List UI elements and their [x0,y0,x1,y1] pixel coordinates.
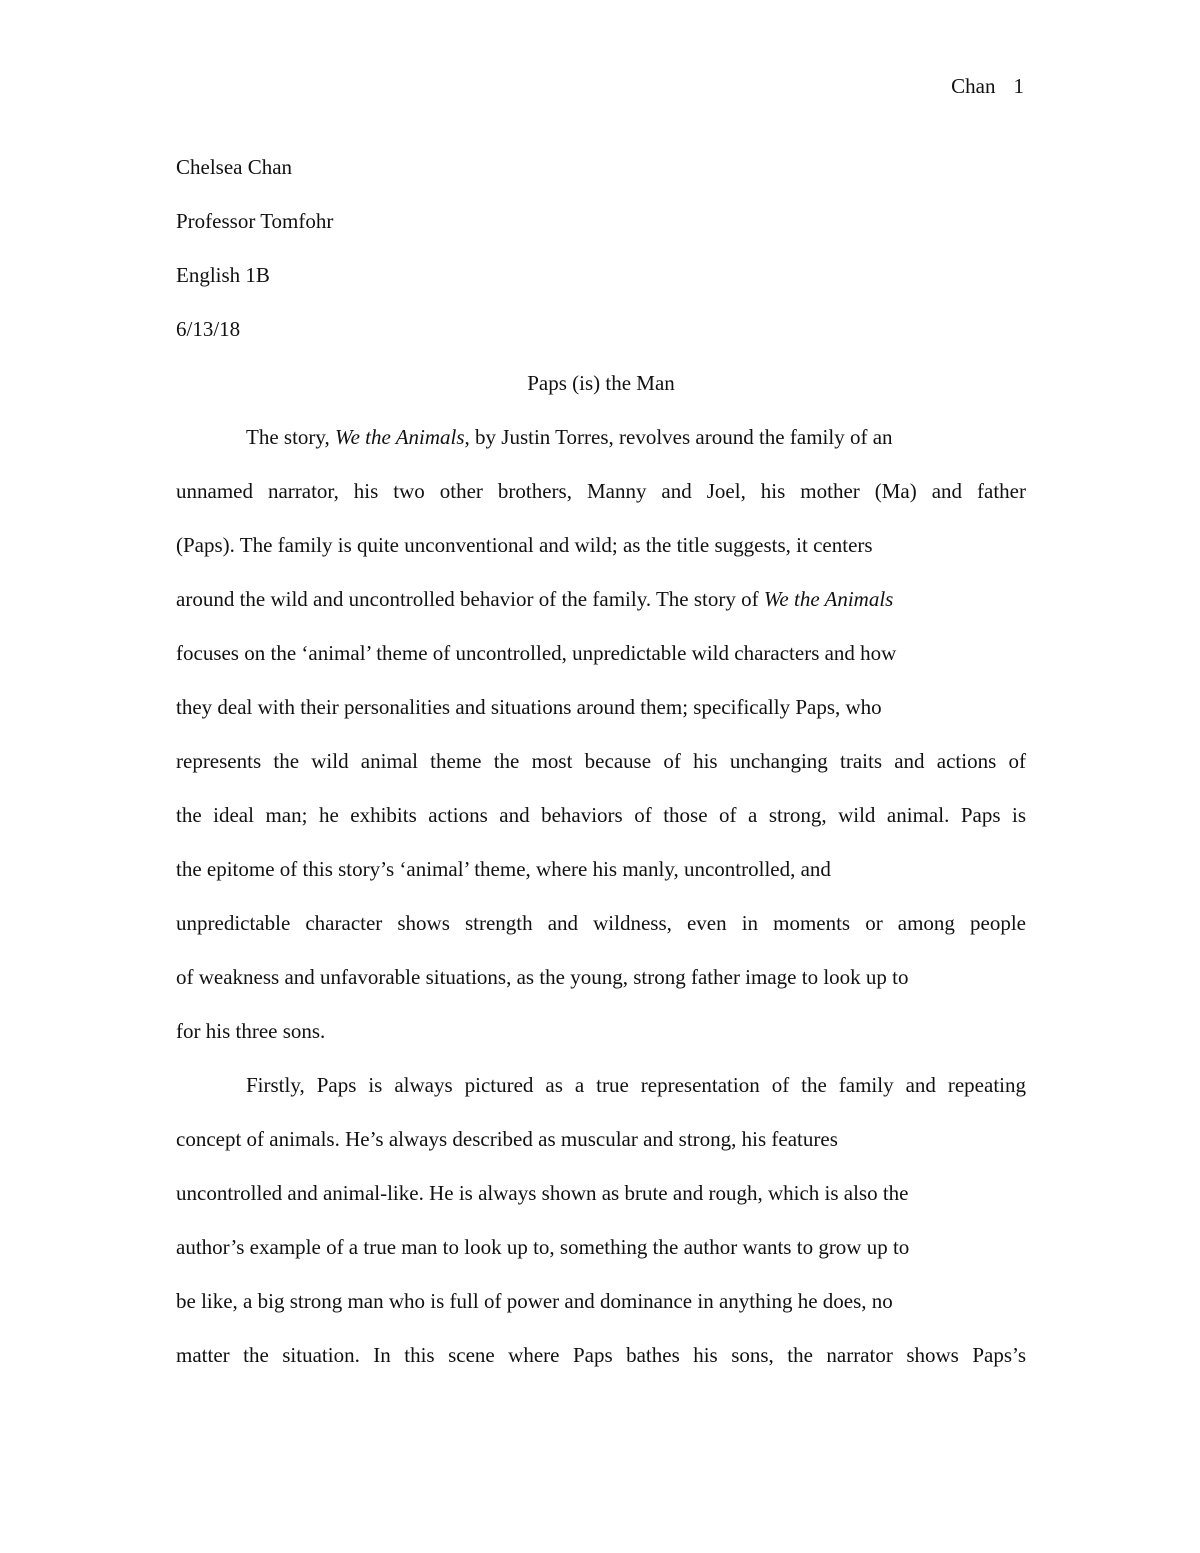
paragraph-line: unpredictable character shows strength and wildness, even in moments or among people [176,911,1026,935]
paragraph-line: unnamed narrator, his two other brothers, Manny and Joel, his mother (Ma) and father [176,479,1026,503]
essay-title: Paps (is) the Man [527,371,675,395]
paragraph-line: they deal with their personalities and situations around them; specifically Paps, who [176,695,882,719]
book-title-italic: We the Animals [335,425,465,449]
running-header [951,72,1024,100]
paragraph-line: of weakness and unfavorable situations, as the young, strong father image to look up to [176,965,909,989]
paragraph-2 [176,1058,1026,1382]
paragraph-line: represents the wild animal theme the most because of his unchanging traits and actions of [176,749,1026,773]
paragraph-1 [176,410,1026,1058]
paragraph-line: (Paps). The family is quite unconventional and wild; as the title suggests, it centers [176,533,873,557]
paragraph-line: Firstly, Paps is always pictured as a true representation of the family and repeating [246,1073,1026,1097]
document-body [176,140,1026,1382]
paragraph-line: uncontrolled and animal-like. He is always shown as brute and rough, which is also the [176,1181,909,1205]
text-run: , by Justin Torres, revolves around the family of an [464,425,893,449]
book-title-italic: We the Animals [763,587,894,611]
paragraph-line [176,572,1026,626]
paragraph-line: concept of animals. He’s always described as muscular and strong, his features [176,1127,838,1151]
paragraph-line: the epitome of this story’s ‘animal’ theme, where his manly, uncontrolled, and [176,857,831,881]
text-run: The story, [246,425,336,449]
paragraph-line: be like, a big strong man who is full of power and dominance in anything he does, no [176,1289,893,1313]
paragraph-line: author’s example of a true man to look up to, something the author wants to grow up to [176,1235,910,1259]
paragraph-line [176,410,1026,464]
student-name: Chelsea Chan [176,155,293,179]
text-run: around the wild and uncontrolled behavior of the family. The story of [176,587,764,611]
header-surname: Chan [951,74,996,98]
paragraph-line: for his three sons. [176,1019,326,1043]
paragraph-line: matter the situation. In this scene where Paps bathes his sons, the narrator shows Paps’s [176,1343,1026,1367]
professor-name: Professor Tomfohr [176,209,334,233]
submission-date: 6/13/18 [176,317,241,341]
paragraph-line: the ideal man; he exhibits actions and behaviors of those of a strong, wild animal. Paps is [176,803,1026,827]
paragraph-line: focuses on the ‘animal’ theme of uncontrolled, unpredictable wild characters and how [176,641,897,665]
header-page-number: 1 [1013,74,1024,98]
course-name: English 1B [176,263,270,287]
